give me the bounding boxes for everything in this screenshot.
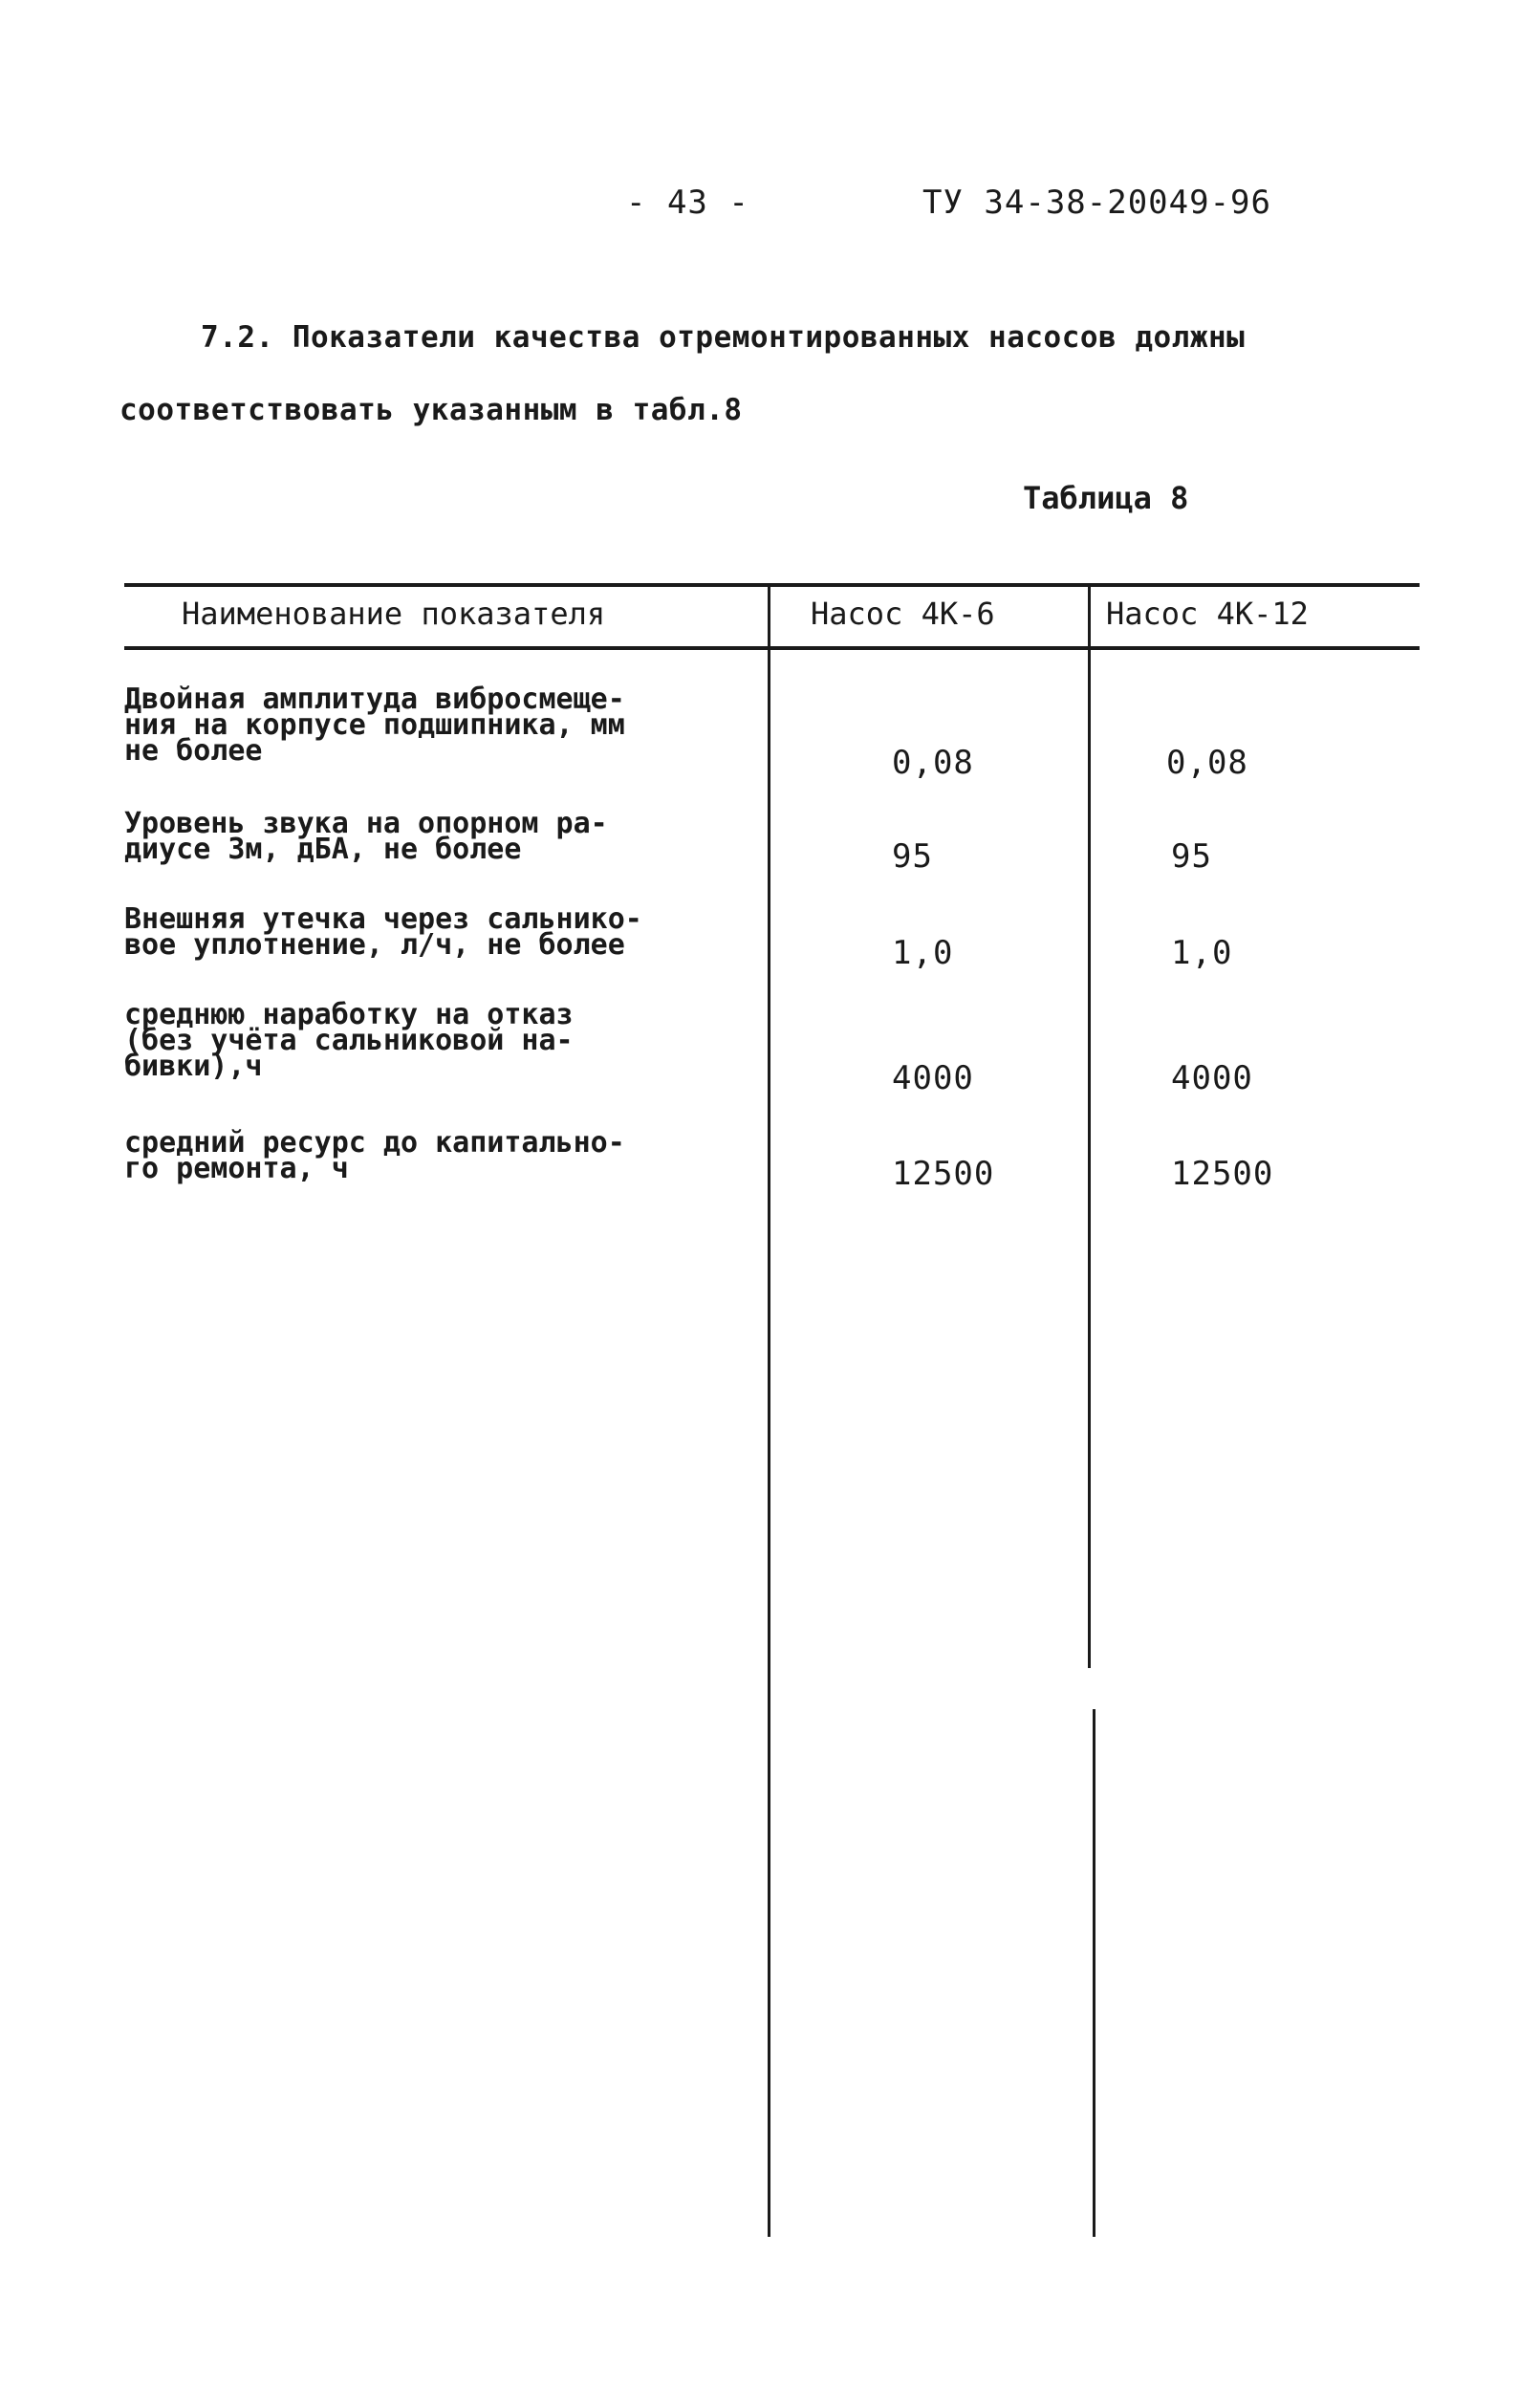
table-column-divider-2-lower — [1093, 1709, 1095, 2237]
column-header-pump-4k12: Насос 4К-12 — [1106, 596, 1309, 632]
table-row-1-name: Двойная амплитуда вибросмеще- ния на корпусе подшипника, мм не более — [124, 683, 625, 768]
column-header-pump-4k6: Насос 4К-6 — [811, 596, 995, 632]
table-row-2-pump-4k6: 95 — [892, 837, 933, 876]
table-row-5-pump-4k12: 12500 — [1171, 1155, 1274, 1193]
table-row-3-pump-4k6: 1,0 — [892, 934, 954, 972]
table-row-3-name: Внешняя утечка через сальнико- вое уплотнение, л/ч, не более — [124, 902, 642, 962]
table-column-divider-1 — [768, 583, 770, 2237]
table-row-4-pump-4k6: 4000 — [892, 1059, 974, 1097]
table-header-rule — [124, 646, 1420, 650]
table-row-4-name: среднюю наработку на отказ (без учёта сальниковой на- бивки),ч — [124, 998, 574, 1083]
table-caption: Таблица 8 — [1023, 480, 1189, 516]
table-top-rule — [124, 583, 1420, 587]
page-number: - 43 - — [626, 184, 749, 222]
table-row-2-name: Уровень звука на опорном ра- диусе 3м, дБА, не более — [124, 807, 608, 866]
table-column-divider-2 — [1088, 583, 1091, 1668]
table-row-5-pump-4k6: 12500 — [892, 1155, 995, 1193]
table-row-4-pump-4k12: 4000 — [1171, 1059, 1253, 1097]
table-row-3-pump-4k12: 1,0 — [1171, 934, 1233, 972]
table-row-1-pump-4k6: 0,08 — [892, 744, 974, 782]
column-header-name: Наименование показателя — [182, 596, 606, 632]
document-code: ТУ 34-38-20049-96 — [922, 184, 1271, 222]
table-row-2-pump-4k12: 95 — [1171, 837, 1212, 876]
table-row-1-pump-4k12: 0,08 — [1166, 744, 1248, 782]
paragraph-line-2: соответствовать указанным в табл.8 — [119, 393, 743, 427]
body-paragraph — [119, 301, 1420, 446]
table-row-5-name: средний ресурс до капитально- го ремонта, ч — [124, 1126, 625, 1185]
paragraph-line-1: 7.2. Показатели качества отремонтированных насосов должны — [201, 320, 1246, 355]
